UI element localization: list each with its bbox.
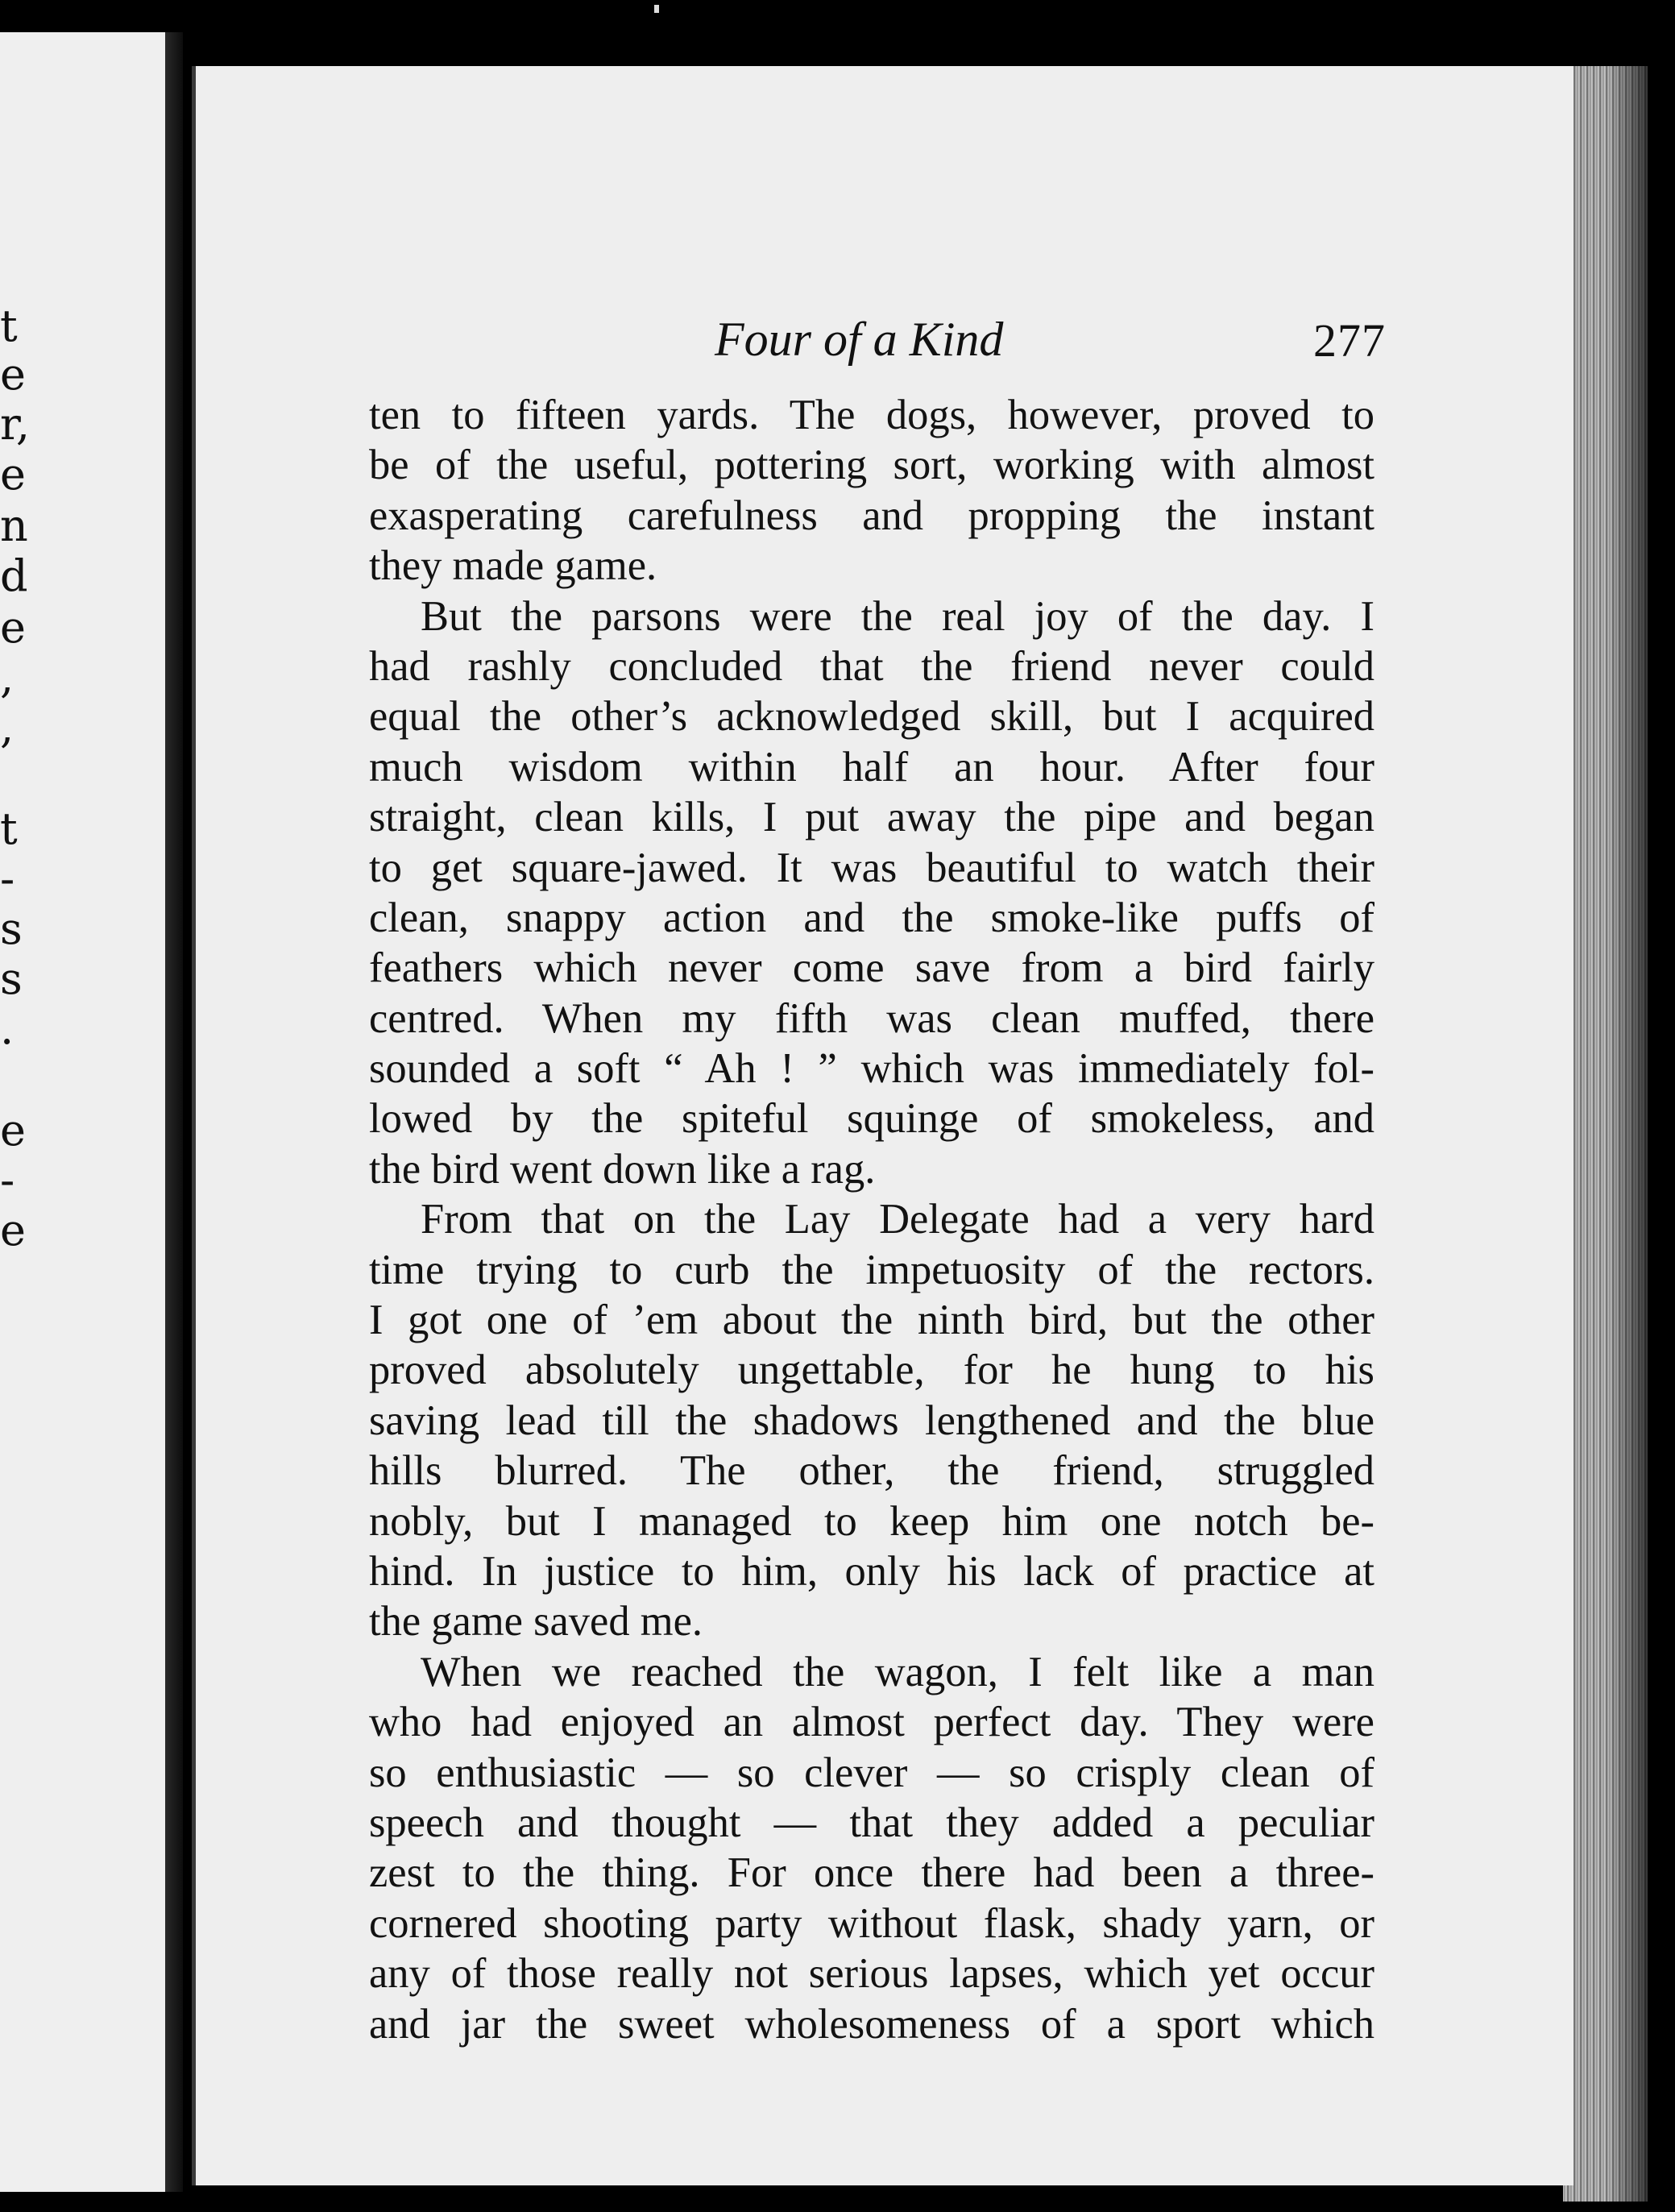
text-line: much wisdom within half an hour. After four	[369, 743, 1374, 791]
text-line: and jar the sweet wholesomeness of a sport which	[369, 2000, 1374, 2048]
text-line: the bird went down like a rag.	[369, 1145, 876, 1193]
text-line: so enthusiastic — so clever — so crisply clean of	[369, 1749, 1374, 1796]
text-line: equal the other’s acknowledged skill, but I acquired	[369, 693, 1374, 741]
left-page-edge	[0, 32, 170, 2192]
text-line: exasperating carefulness and propping the instant	[369, 492, 1374, 539]
text-line: time trying to curb the impetuosity of the rectors.	[369, 1246, 1374, 1293]
gutter-shadow	[165, 32, 183, 2192]
right-page	[192, 66, 1573, 2185]
left-page-fragment: r,	[0, 399, 31, 450]
text-line: saving lead till the shadows lengthened and the blue	[369, 1397, 1374, 1444]
text-line: sounded a soft “ Ah ! ” which was immediately fol-	[369, 1045, 1374, 1093]
text-line: the game saved me.	[369, 1598, 703, 1646]
text-line: speech and thought — that they added a peculiar	[369, 1799, 1374, 1846]
text-line: be of the useful, pottering sort, working with almost	[369, 442, 1374, 489]
left-page-fragment: s	[0, 953, 23, 1004]
left-page-fragment: e	[0, 449, 26, 500]
text-line: they made game.	[369, 542, 657, 590]
text-line: From that on the Lay Delegate had a very hard	[421, 1196, 1374, 1243]
text-line: centred. When my fifth was clean muffed, there	[369, 994, 1374, 1042]
left-page-fragment: .	[0, 1003, 15, 1054]
text-line: hind. In justice to him, only his lack of practice at	[369, 1547, 1374, 1595]
text-line: to get square-jawed. It was beautiful to watch their	[369, 844, 1374, 891]
running-head	[196, 312, 1573, 376]
scan-speck	[654, 5, 659, 13]
left-page-fragment: e	[0, 602, 26, 653]
left-page-fragment: e	[0, 349, 26, 400]
left-page-fragment: e	[0, 1205, 26, 1255]
text-line: proved absolutely ungettable, for he hung to his	[369, 1347, 1374, 1394]
left-page-fragment: d	[0, 550, 28, 601]
running-title: Four of a Kind	[715, 313, 1004, 366]
text-line: When we reached the wagon, I felt like a man	[421, 1648, 1374, 1695]
left-page-fragment: s	[0, 903, 23, 954]
left-page-fragment: ,	[0, 702, 15, 753]
body-text	[369, 390, 1374, 2049]
text-line: had rashly concluded that the friend never could	[369, 642, 1374, 690]
left-page-fragment: -	[0, 853, 15, 904]
left-page-fragment: -	[0, 1155, 15, 1206]
text-line: cornered shooting party without flask, shady yarn, or	[369, 1899, 1374, 1947]
text-line: who had enjoyed an almost perfect day. They were	[369, 1699, 1374, 1746]
text-line: feathers which never come save from a bird fairly	[369, 944, 1374, 992]
left-page-fragment: e	[0, 1105, 26, 1156]
text-line: hills blurred. The other, the friend, struggled	[369, 1447, 1374, 1495]
text-line: any of those really not serious lapses, which yet occur	[369, 1950, 1374, 1998]
left-page-fragment: t	[0, 803, 18, 854]
left-page-fragment: t	[0, 301, 18, 351]
text-line: straight, clean kills, I put away the pipe and began	[369, 794, 1374, 841]
text-line: lowed by the spiteful squinge of smokeless, and	[369, 1095, 1374, 1143]
text-line: clean, snappy action and the smoke-like puffs of	[369, 894, 1374, 941]
page-stack-shadow	[1607, 66, 1652, 2202]
text-line: zest to the thing. For once there had been a three-	[369, 1849, 1374, 1897]
left-page-fragment: ,	[0, 652, 15, 703]
text-line: ten to fifteen yards. The dogs, however, proved to	[369, 392, 1374, 438]
text-line: nobly, but I managed to keep him one notch be-	[369, 1497, 1374, 1545]
left-page-fragment: n	[0, 500, 28, 551]
text-line: I got one of ’em about the ninth bird, but the other	[369, 1297, 1374, 1344]
page-number: 277	[1313, 314, 1386, 367]
text-line: But the parsons were the real joy of the day. I	[421, 592, 1374, 640]
